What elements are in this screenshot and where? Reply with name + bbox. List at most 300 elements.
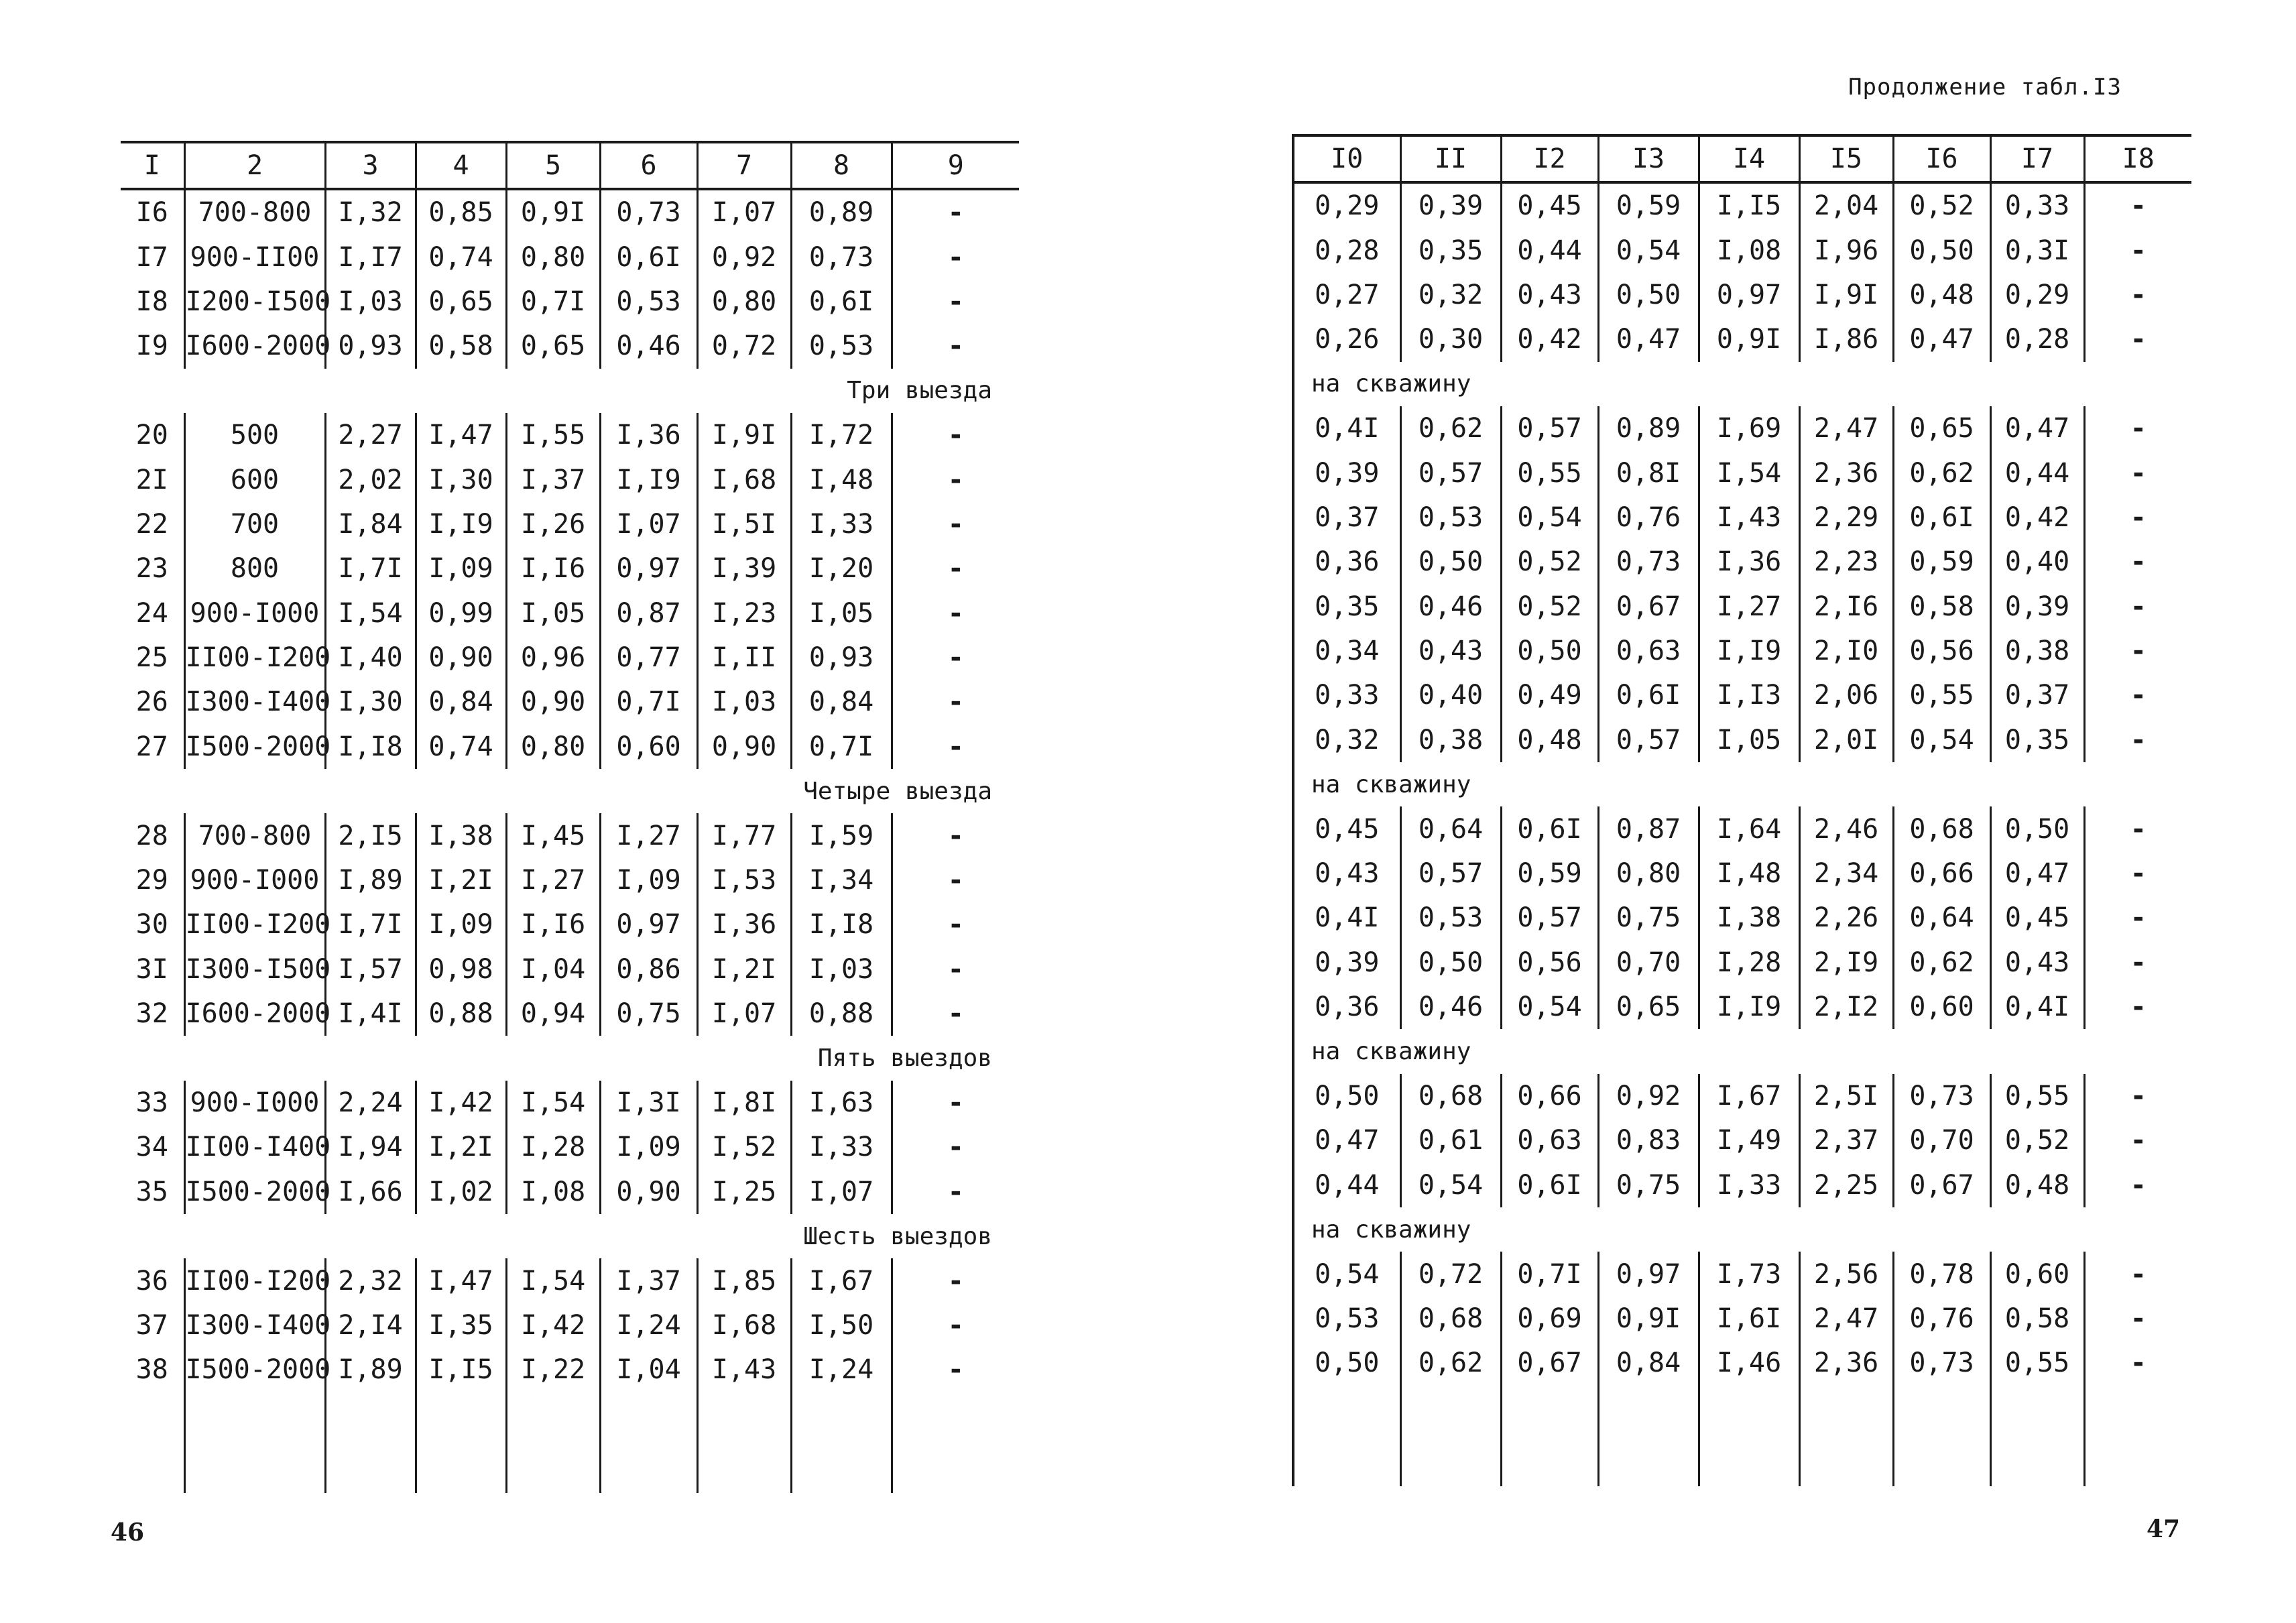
table-cell: I,07: [697, 991, 791, 1036]
table-cell: 0,55: [1501, 450, 1598, 495]
table-cell: 0,90: [697, 725, 791, 769]
table-cell: I,09: [600, 1125, 697, 1169]
table-cell: 0,47: [1293, 1118, 1400, 1162]
table-cell: 0,32: [1400, 273, 1501, 317]
table-cell: 0,72: [697, 324, 791, 368]
table-cell: 0,49: [1501, 673, 1598, 717]
table-row: [1293, 585, 2191, 629]
table-cell: I,40: [325, 636, 416, 680]
table-cell: -: [2084, 806, 2191, 851]
table-row: [121, 591, 1019, 636]
table-cell: 0,55: [1990, 1074, 2084, 1118]
table-cell: -: [2084, 1297, 2191, 1341]
table-cell: I,5I: [697, 502, 791, 546]
section-heading-row: [121, 769, 1019, 813]
table-filler-row: [1293, 1386, 2191, 1486]
table-cell: 2,I9: [1799, 941, 1893, 985]
table-cell: 0,36: [1293, 540, 1400, 584]
table-cell: 2,25: [1799, 1163, 1893, 1207]
table-cell: I,42: [416, 1081, 506, 1125]
table-cell: I,33: [1699, 1163, 1799, 1207]
empty-cell: [697, 1392, 791, 1493]
empty-cell: [2084, 1386, 2191, 1486]
table-cell: I,09: [416, 546, 506, 591]
table-cell: I,48: [1699, 851, 1799, 896]
table-cell: 0,52: [1990, 1118, 2084, 1162]
table-cell: -: [892, 1303, 1019, 1347]
table-cell: -: [892, 947, 1019, 991]
table-cell: 0,60: [1990, 1252, 2084, 1296]
table-cell: I,27: [1699, 585, 1799, 629]
section-heading: Пять выездов: [817, 1044, 992, 1073]
table-cell: 0,60: [1893, 985, 1990, 1029]
table-cell: 0,53: [1293, 1297, 1400, 1341]
table-cell: -: [2084, 718, 2191, 762]
table-cell: I,05: [506, 591, 600, 636]
table-cell: 0,50: [1598, 273, 1699, 317]
table-row: [121, 680, 1019, 724]
table-row: [1293, 806, 2191, 851]
table-cell: 0,70: [1598, 941, 1699, 985]
table-cell: 0,72: [1400, 1252, 1501, 1296]
column-header: 8: [791, 142, 892, 189]
right-table-body: [1293, 182, 2191, 1486]
table-row: [1293, 629, 2191, 673]
table-cell: 0,33: [1990, 182, 2084, 228]
table-cell: 24: [135, 597, 168, 629]
table-cell: 0,62: [1893, 941, 1990, 985]
table-cell: 22: [135, 508, 168, 540]
empty-cell: [1990, 1386, 2084, 1486]
table-cell: 0,80: [506, 725, 600, 769]
table-cell: 0,37: [1990, 673, 2084, 717]
table-cell: 0,87: [1598, 806, 1699, 851]
table-cell: I,63: [791, 1081, 892, 1125]
table-cell: 33: [135, 1087, 168, 1118]
table-row: [1293, 1252, 2191, 1296]
table-cell: I,43: [697, 1347, 791, 1392]
table-cell: 0,27: [1293, 273, 1400, 317]
table-cell: 0,34: [1293, 629, 1400, 673]
table-row: [121, 725, 1019, 769]
table-cell: 0,43: [1990, 941, 2084, 985]
table-row: [121, 235, 1019, 279]
table-cell: I,33: [791, 1125, 892, 1169]
table-cell: 900-I000: [184, 591, 325, 636]
table-cell: 0,97: [600, 546, 697, 591]
table-cell: I,4I: [325, 991, 416, 1036]
table-cell: 0,35: [1990, 718, 2084, 762]
table-cell: 0,47: [1990, 851, 2084, 896]
table-row: [1293, 317, 2191, 361]
section-heading: Шесть выездов: [803, 1222, 992, 1250]
table-cell: 0,86: [600, 947, 697, 991]
table-cell: I,05: [1699, 718, 1799, 762]
column-header: I: [121, 142, 184, 189]
table-cell: 2,36: [1799, 1341, 1893, 1385]
table-cell: 0,68: [1400, 1297, 1501, 1341]
table-cell: 2,02: [325, 457, 416, 501]
table-cell: -: [2084, 1252, 2191, 1296]
table-cell: 0,39: [1990, 585, 2084, 629]
table-cell: I,57: [325, 947, 416, 991]
table-cell: 0,57: [1501, 896, 1598, 940]
table-cell: I,I7: [325, 235, 416, 279]
column-header: 9: [892, 142, 1019, 189]
table-cell: 0,4I: [1293, 896, 1400, 940]
column-header: I7: [1990, 135, 2084, 182]
empty-cell: [1293, 1386, 1400, 1486]
table-filler-row: [121, 1392, 1019, 1493]
table-cell: I,94: [325, 1125, 416, 1169]
table-cell: I,48: [791, 457, 892, 501]
table-cell: 0,89: [791, 189, 892, 235]
table-cell: I7: [135, 241, 168, 273]
table-cell: 0,83: [1598, 1118, 1699, 1162]
section-heading: Три выезда: [847, 377, 992, 405]
table-cell: 0,58: [1990, 1297, 2084, 1341]
table-cell: I,09: [600, 858, 697, 902]
column-header: 7: [697, 142, 791, 189]
table-cell: 0,39: [1293, 450, 1400, 495]
table-row: [121, 280, 1019, 324]
table-cell: I,7I: [325, 546, 416, 591]
table-cell: I,24: [600, 1303, 697, 1347]
column-header: I4: [1699, 135, 1799, 182]
table-cell: 0,65: [1893, 406, 1990, 450]
table-cell: 700-800: [184, 189, 325, 235]
table-cell: 0,73: [1893, 1074, 1990, 1118]
table-cell: 0,88: [791, 991, 892, 1036]
table-cell: 0,6I: [1501, 806, 1598, 851]
table-cell: 0,66: [1501, 1074, 1598, 1118]
table-cell: I8: [135, 286, 168, 317]
table-cell: 0,7I: [506, 280, 600, 324]
table-cell: 2,I2: [1799, 985, 1893, 1029]
right-table: [1292, 134, 2191, 1486]
table-cell: 0,50: [1893, 228, 1990, 272]
table-cell: 0,64: [1893, 896, 1990, 940]
empty-cell: [1501, 1386, 1598, 1486]
table-cell: I,03: [325, 280, 416, 324]
table-cell: 0,78: [1893, 1252, 1990, 1296]
table-cell: I500-2000: [184, 725, 325, 769]
table-cell: 0,76: [1598, 495, 1699, 540]
table-cell: 2,29: [1799, 495, 1893, 540]
table-cell: -: [892, 813, 1019, 857]
table-cell: -: [892, 902, 1019, 947]
table-cell: I,96: [1799, 228, 1893, 272]
table-cell: 0,54: [1598, 228, 1699, 272]
table-row: [1293, 896, 2191, 940]
table-cell: 38: [135, 1354, 168, 1386]
table-cell: -: [892, 858, 1019, 902]
section-heading-row: [1293, 362, 2191, 406]
table-cell: 0,6I: [1598, 673, 1699, 717]
table-cell: 0,55: [1893, 673, 1990, 717]
table-cell: 27: [135, 731, 168, 762]
column-header: II: [1400, 135, 1501, 182]
table-cell: 0,88: [416, 991, 506, 1036]
table-row: [1293, 406, 2191, 450]
table-cell: 2,46: [1799, 806, 1893, 851]
table-cell: 0,32: [1293, 718, 1400, 762]
table-cell: 0,3I: [1990, 228, 2084, 272]
continuation-label: Продолжение табл.I3: [1848, 74, 2122, 101]
table-cell: I600-2000: [184, 991, 325, 1036]
table-cell: I,05: [791, 591, 892, 636]
table-cell: -: [2084, 1118, 2191, 1162]
table-cell: I,22: [506, 1347, 600, 1392]
table-cell: I300-I500: [184, 947, 325, 991]
table-cell: 0,54: [1293, 1252, 1400, 1296]
column-header: 3: [325, 142, 416, 189]
table-cell: 34: [135, 1132, 168, 1163]
table-cell: I,36: [697, 902, 791, 947]
table-cell: I,27: [600, 813, 697, 857]
table-cell: 600: [184, 457, 325, 501]
column-header: 4: [416, 142, 506, 189]
right-page: [1148, 0, 2296, 1623]
table-cell: 0,90: [600, 1170, 697, 1214]
table-row: [1293, 1297, 2191, 1341]
section-heading: на скважину: [1293, 1207, 2191, 1252]
table-cell: 0,94: [506, 991, 600, 1036]
right-header-row: [1293, 135, 2191, 182]
table-row: [1293, 1118, 2191, 1162]
table-row: [1293, 182, 2191, 228]
table-cell: 0,80: [697, 280, 791, 324]
table-cell: 0,35: [1293, 585, 1400, 629]
table-cell: 36: [135, 1265, 168, 1297]
table-cell: 20: [135, 420, 168, 451]
table-cell: 0,63: [1501, 1118, 1598, 1162]
table-row: [121, 413, 1019, 457]
table-cell: 0,53: [1400, 896, 1501, 940]
table-cell: I,69: [1699, 406, 1799, 450]
table-cell: 0,39: [1400, 182, 1501, 228]
table-cell: I,I9: [1699, 629, 1799, 673]
table-cell: 0,84: [1598, 1341, 1699, 1385]
table-cell: I,39: [697, 546, 791, 591]
section-heading-row: [121, 1036, 1019, 1080]
column-header: 5: [506, 142, 600, 189]
table-cell: I,25: [697, 1170, 791, 1214]
table-cell: 0,28: [1990, 317, 2084, 361]
table-cell: 0,7I: [1501, 1252, 1598, 1296]
table-cell: I,86: [1799, 317, 1893, 361]
table-cell: I,37: [600, 1258, 697, 1303]
table-cell: 25: [135, 642, 168, 674]
table-row: [121, 947, 1019, 991]
empty-cell: [1400, 1386, 1501, 1486]
table-cell: 0,58: [416, 324, 506, 368]
table-cell: I,55: [506, 413, 600, 457]
left-table-body: [121, 189, 1019, 1493]
table-cell: 0,57: [1400, 450, 1501, 495]
table-cell: 0,45: [1501, 182, 1598, 228]
table-row: [121, 1125, 1019, 1169]
table-cell: -: [2084, 450, 2191, 495]
table-cell: I,28: [1699, 941, 1799, 985]
table-cell: II00-I200: [184, 902, 325, 947]
table-cell: 0,93: [325, 324, 416, 368]
table-cell: 2,47: [1799, 1297, 1893, 1341]
table-cell: I,08: [1699, 228, 1799, 272]
table-cell: I,36: [1699, 540, 1799, 584]
table-cell: I,20: [791, 546, 892, 591]
table-cell: 0,40: [1990, 540, 2084, 584]
table-cell: 0,62: [1400, 406, 1501, 450]
table-cell: I,07: [791, 1170, 892, 1214]
table-cell: 0,80: [506, 235, 600, 279]
table-row: [1293, 495, 2191, 540]
table-row: [1293, 673, 2191, 717]
table-cell: 0,67: [1893, 1163, 1990, 1207]
table-cell: I,32: [325, 189, 416, 235]
section-heading: на скважину: [1293, 762, 2191, 806]
table-cell: 0,56: [1501, 941, 1598, 985]
table-cell: -: [892, 280, 1019, 324]
table-cell: -: [2084, 495, 2191, 540]
table-cell: 0,9I: [1598, 1297, 1699, 1341]
table-cell: 0,9I: [1699, 317, 1799, 361]
table-cell: 26: [135, 686, 168, 718]
table-cell: I,03: [697, 680, 791, 724]
table-cell: 0,53: [1400, 495, 1501, 540]
table-cell: 2,I6: [1799, 585, 1893, 629]
section-heading-row: [1293, 1029, 2191, 1073]
table-cell: 0,67: [1501, 1341, 1598, 1385]
table-cell: -: [2084, 629, 2191, 673]
table-cell: -: [2084, 1074, 2191, 1118]
table-cell: -: [892, 636, 1019, 680]
table-cell: I,47: [416, 1258, 506, 1303]
empty-cell: [121, 1392, 184, 1493]
table-cell: 0,74: [416, 235, 506, 279]
table-cell: -: [892, 991, 1019, 1036]
table-cell: 0,4I: [1990, 985, 2084, 1029]
table-cell: I,34: [791, 858, 892, 902]
table-cell: 0,54: [1400, 1163, 1501, 1207]
table-cell: I,9I: [1799, 273, 1893, 317]
empty-cell: [1893, 1386, 1990, 1486]
table-cell: -: [892, 502, 1019, 546]
empty-cell: [184, 1392, 325, 1493]
table-cell: -: [2084, 406, 2191, 450]
empty-cell: [325, 1392, 416, 1493]
table-cell: 0,6I: [1893, 495, 1990, 540]
table-row: [121, 813, 1019, 857]
table-cell: 0,75: [600, 991, 697, 1036]
table-cell: I300-I400: [184, 680, 325, 724]
table-cell: I,59: [791, 813, 892, 857]
table-cell: 0,6I: [1501, 1163, 1598, 1207]
table-cell: 0,45: [1293, 806, 1400, 851]
table-cell: 0,66: [1893, 851, 1990, 896]
table-cell: 0,54: [1501, 495, 1598, 540]
table-cell: 2,37: [1799, 1118, 1893, 1162]
table-cell: I,35: [416, 1303, 506, 1347]
table-cell: 35: [135, 1176, 168, 1207]
table-row: [121, 1081, 1019, 1125]
table-cell: I,26: [506, 502, 600, 546]
page-number: 47: [2147, 1515, 2181, 1543]
table-row: [121, 457, 1019, 501]
table-cell: 0,97: [1598, 1252, 1699, 1296]
table-cell: I,64: [1699, 806, 1799, 851]
table-cell: I,9I: [697, 413, 791, 457]
table-cell: 0,65: [416, 280, 506, 324]
table-cell: I,I8: [791, 902, 892, 947]
table-cell: I,36: [600, 413, 697, 457]
table-cell: 0,57: [1598, 718, 1699, 762]
table-cell: I,52: [697, 1125, 791, 1169]
table-cell: -: [2084, 540, 2191, 584]
table-cell: 2,34: [1799, 851, 1893, 896]
table-row: [121, 991, 1019, 1036]
table-cell: 0,52: [1501, 585, 1598, 629]
table-cell: 37: [135, 1309, 168, 1341]
table-cell: II00-I200: [184, 636, 325, 680]
table-cell: 0,65: [506, 324, 600, 368]
table-cell: 0,50: [1990, 806, 2084, 851]
table-cell: 0,85: [416, 189, 506, 235]
table-cell: 0,43: [1293, 851, 1400, 896]
table-cell: I,68: [697, 457, 791, 501]
table-cell: 0,77: [600, 636, 697, 680]
table-cell: 0,73: [791, 235, 892, 279]
table-cell: 0,46: [1400, 985, 1501, 1029]
table-row: [121, 1170, 1019, 1214]
table-cell: I,54: [506, 1258, 600, 1303]
table-cell: I,53: [697, 858, 791, 902]
table-cell: I,66: [325, 1170, 416, 1214]
table-cell: 2,23: [1799, 540, 1893, 584]
table-cell: -: [2084, 228, 2191, 272]
table-cell: -: [892, 1170, 1019, 1214]
table-cell: 0,52: [1501, 540, 1598, 584]
table-cell: I,50: [791, 1303, 892, 1347]
table-cell: 0,7I: [791, 725, 892, 769]
table-cell: I,30: [416, 457, 506, 501]
table-row: [1293, 851, 2191, 896]
table-cell: 0,62: [1893, 450, 1990, 495]
table-cell: I,2I: [697, 947, 791, 991]
table-cell: 0,90: [506, 680, 600, 724]
table-cell: 2,47: [1799, 406, 1893, 450]
table-cell: 0,64: [1400, 806, 1501, 851]
table-cell: 900-I000: [184, 858, 325, 902]
table-cell: 0,99: [416, 591, 506, 636]
table-cell: 2,56: [1799, 1252, 1893, 1296]
table-cell: 0,44: [1293, 1163, 1400, 1207]
table-cell: I,42: [506, 1303, 600, 1347]
table-row: [121, 1347, 1019, 1392]
table-cell: 0,87: [600, 591, 697, 636]
table-row: [1293, 450, 2191, 495]
table-cell: 700-800: [184, 813, 325, 857]
table-cell: 0,6I: [600, 235, 697, 279]
table-cell: -: [892, 1081, 1019, 1125]
table-cell: 0,50: [1400, 540, 1501, 584]
table-cell: I,72: [791, 413, 892, 457]
table-cell: 0,38: [1990, 629, 2084, 673]
table-cell: I,08: [506, 1170, 600, 1214]
table-cell: -: [892, 189, 1019, 235]
table-cell: -: [2084, 896, 2191, 940]
table-cell: -: [892, 725, 1019, 769]
